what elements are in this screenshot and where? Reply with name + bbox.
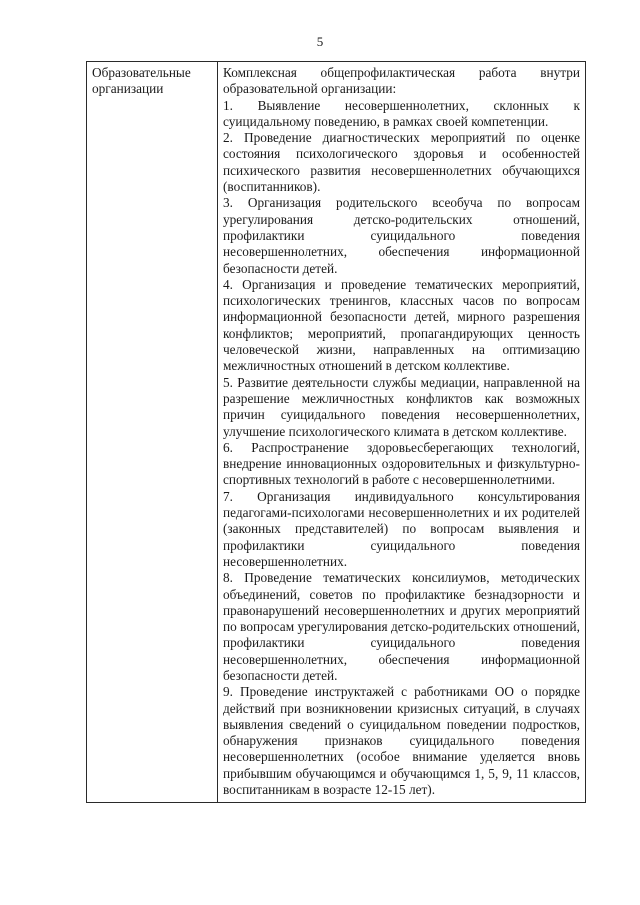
measures-intro: Комплексная общепрофилактическая работа внутри образовательной организации: xyxy=(223,65,580,97)
measures-table xyxy=(86,61,586,803)
table-row xyxy=(87,62,586,803)
measure-item-1: 1. Выявление несовершеннолетних, склонных к суицидальному поведению, в рамках своей компетенции. xyxy=(223,97,580,129)
measure-item-2: 2. Проведение диагностических мероприятий по оценке состояния психологического здоровья и особенностей психического развития несовершеннолетних обучающихся (воспитанников). xyxy=(223,130,580,195)
measure-item-5: 5. Развитие деятельности службы медиации, направленной на разрешение межличностных конфликтов как возможных причин суицидального поведения несовершеннолетних, улучшение психологического климата в детском коллективе. xyxy=(223,374,580,439)
measure-item-7: 7. Организация индивидуального консультирования педагогами-психологами несовершеннолетних и их родителей (законных представителей) по вопросам выявления и профилактики суицидального поведения несовершеннолетних. xyxy=(223,488,580,569)
measure-item-6: 6. Распространение здоровьесберегающих технологий, внедрение инновационных оздоровительных и физкультурно-спортивных технологий в работе с несовершеннолетними. xyxy=(223,439,580,488)
measure-item-8: 8. Проведение тематических консилиумов, методических объединений, советов по профилактике безнадзорности и правонарушений несовершеннолетних и других мероприятий по вопросам урегулирования детско-родительских отношений, профилактики суицидального поведения несовершеннолетних, обеспечения информационной безопасности детей. xyxy=(223,570,580,683)
organization-cell: Образовательные организации xyxy=(87,62,218,803)
measure-item-3: 3. Организация родительского всеобуча по вопросам урегулирования детско-родительских отношений, профилактики суицидального поведения несовершеннолетних, обеспечения информационной безопасности детей. xyxy=(223,195,580,276)
measure-item-9: 9. Проведение инструктажей с работниками ОО о порядке действий при возникновении кризисных ситуаций, в случаях выявления сведений о суицидальном поведении подростков, обнаружения признаков суицидального поведения несовершеннолетних (особое внимание уделяется вновь прибывшим обучающимся и обучающимся 1, 5, 9, 11 классов, воспитанникам в возрасте 12-15 лет). xyxy=(223,684,580,798)
page-number: 5 xyxy=(316,34,324,49)
measure-item-4: 4. Организация и проведение тематических мероприятий, психологических тренингов, классных часов по вопросам информационной безопасности детей, мирного разрешения конфликтов; мероприятий, пропагандирующих ценность человеческой жизни, направленных на оптимизацию межличностных отношений в детском коллективе. xyxy=(223,276,580,374)
measures-cell xyxy=(218,62,586,803)
